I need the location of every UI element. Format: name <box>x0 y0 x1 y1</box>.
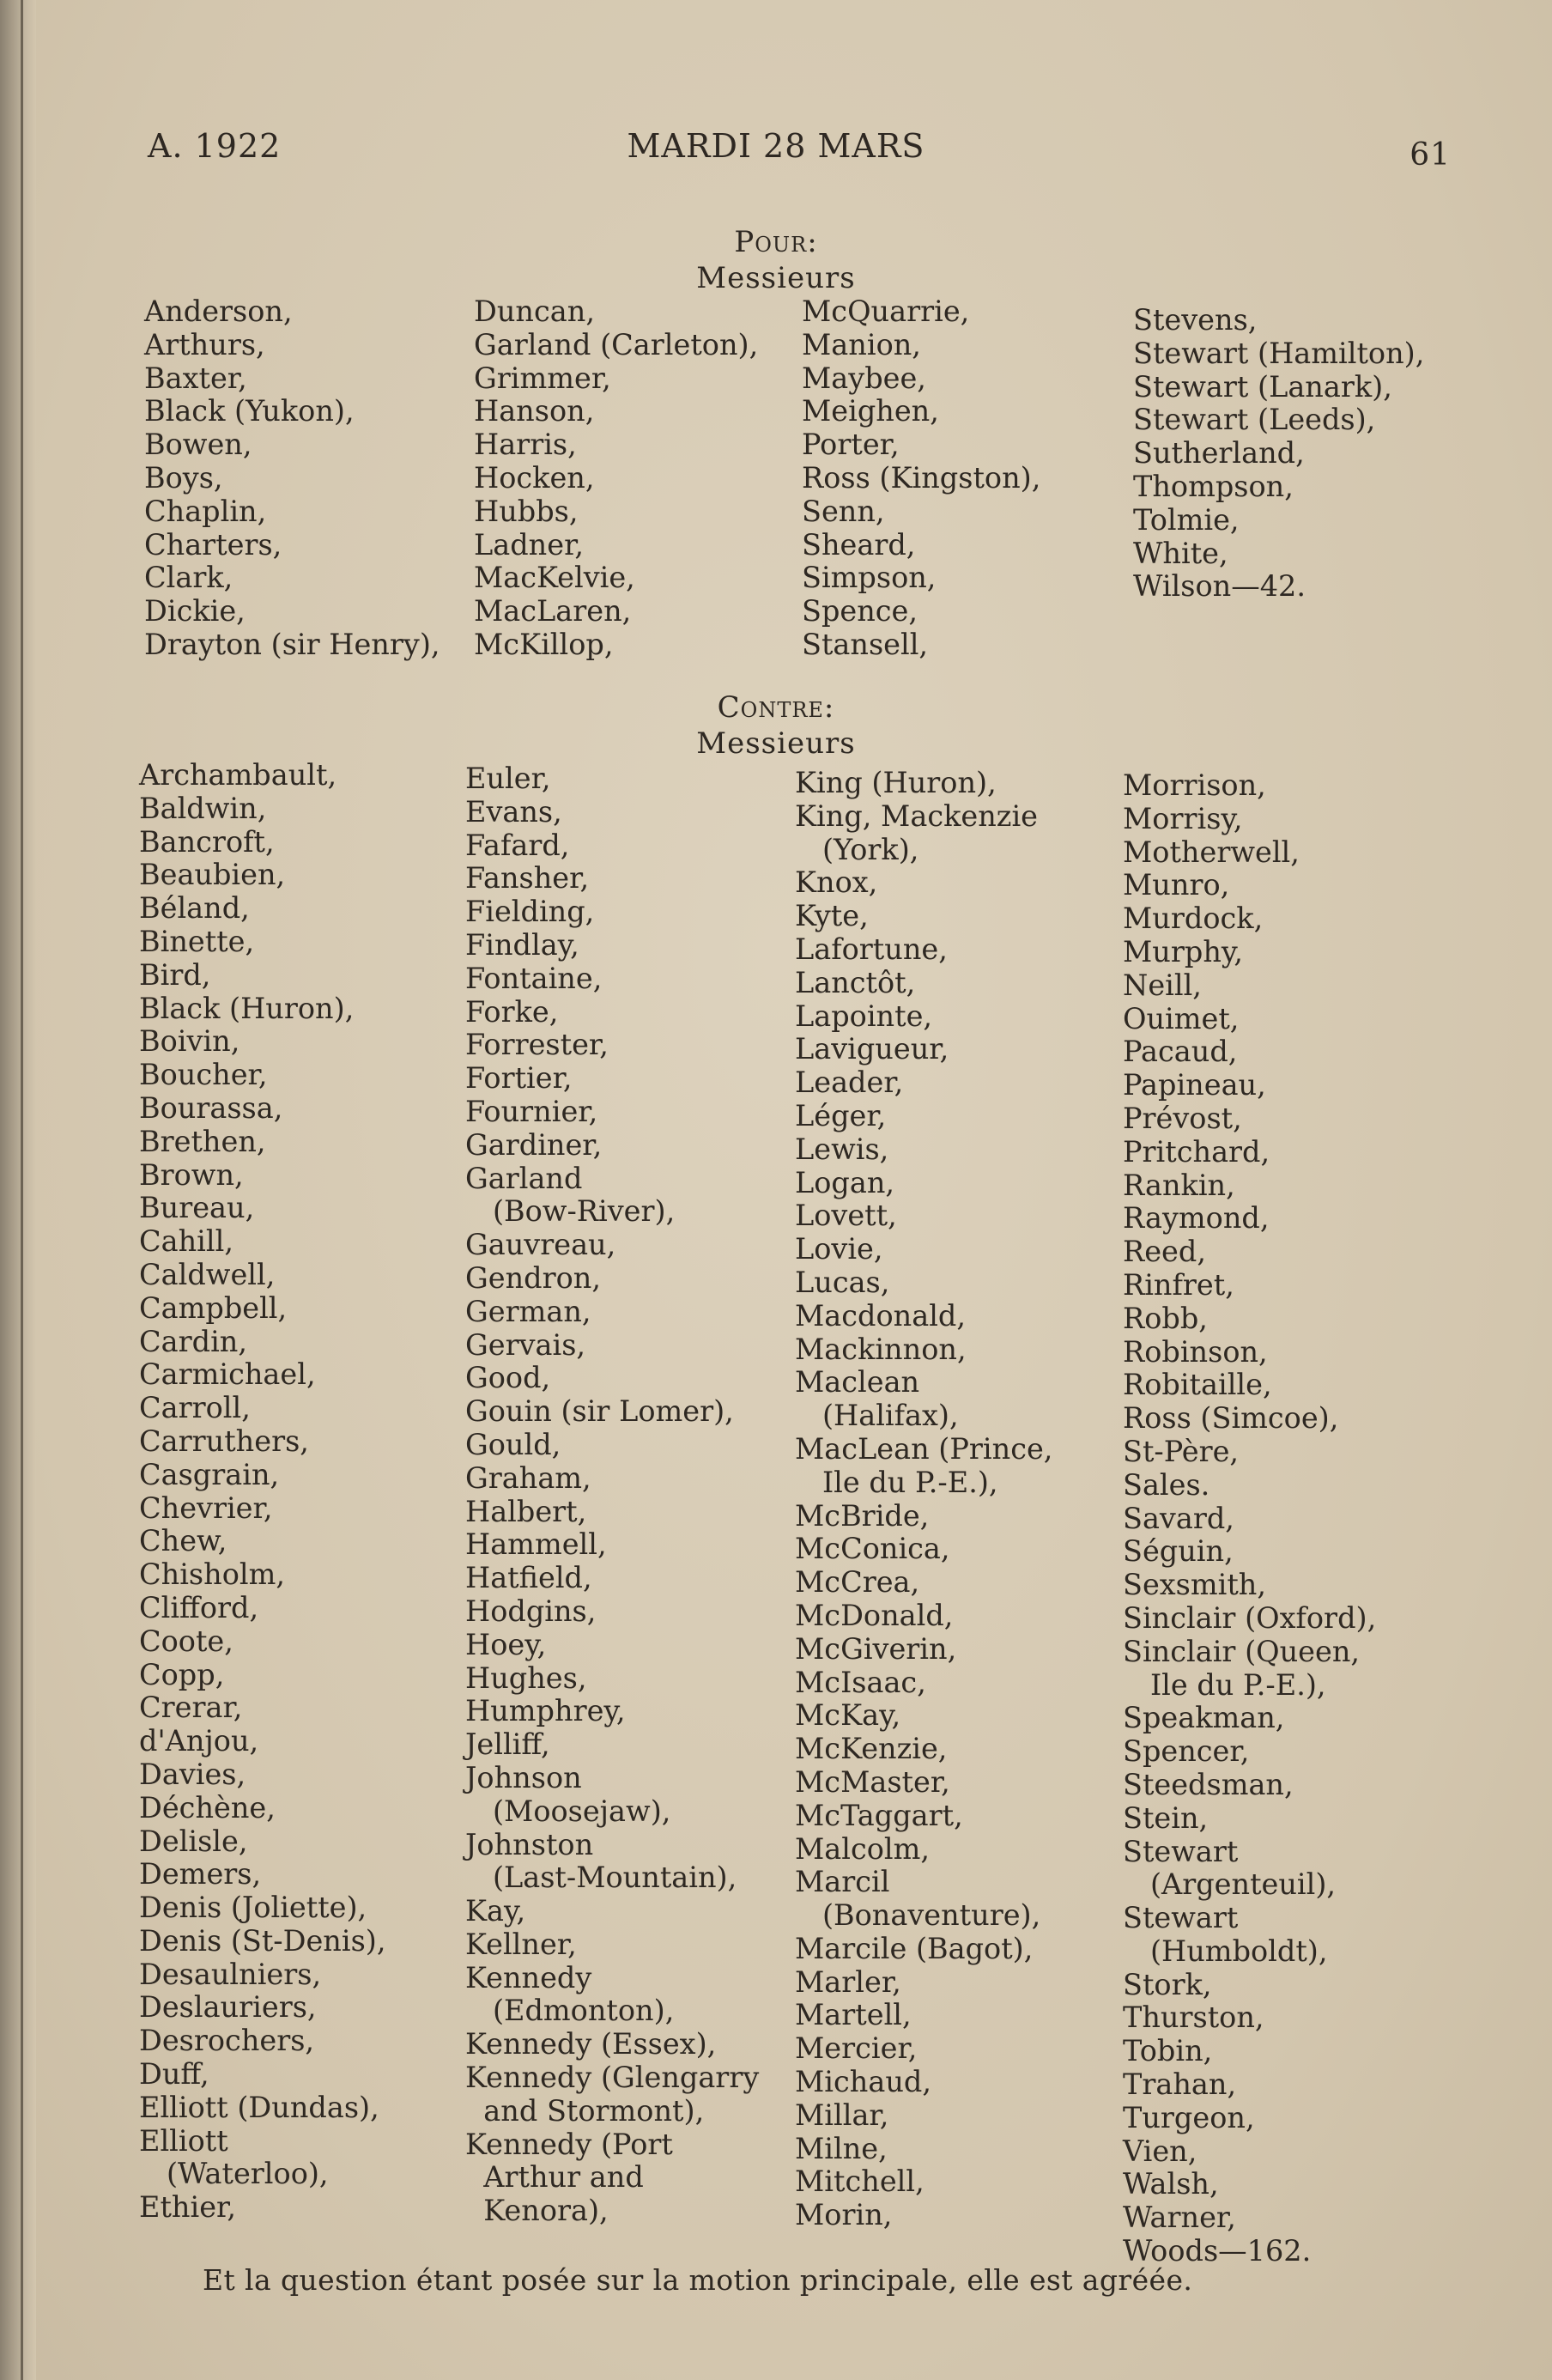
member-name: Baldwin, <box>139 791 267 825</box>
member-name: McKillop, <box>474 627 614 661</box>
member-name: Walsh, <box>1123 2167 1219 2201</box>
member-name: Johnston <box>465 1827 594 1861</box>
member-name: Tolmie, <box>1133 502 1240 537</box>
closing-statement: Et la question étant posée sur la motion principale, elle est agréée. <box>203 2263 1193 2297</box>
member-name: Arthurs, <box>144 327 265 361</box>
member-name: Lapointe, <box>795 999 933 1033</box>
member-name: Prévost, <box>1123 1101 1242 1135</box>
member-name: Lafortune, <box>795 932 948 966</box>
member-name: Black (Huron), <box>139 991 355 1025</box>
member-name: Caldwell, <box>139 1257 276 1291</box>
member-name: Clark, <box>144 561 233 595</box>
member-name: Macdonald, <box>795 1298 967 1333</box>
member-name: McQuarrie, <box>802 294 970 328</box>
pour-messieurs: Messieurs <box>696 261 856 295</box>
pour-column-2 <box>474 295 758 662</box>
member-name: Graham, <box>465 1460 591 1495</box>
member-name: Ross (Kingston), <box>802 460 1041 495</box>
member-name: Casgrain, <box>139 1457 280 1491</box>
member-name: Baxter, <box>144 361 247 395</box>
member-name: Manion, <box>802 327 921 361</box>
member-name: Duncan, <box>474 294 595 328</box>
member-name: Ladner, <box>474 527 585 562</box>
member-name: Forrester, <box>465 1028 609 1062</box>
member-name: Kay, <box>465 1894 526 1928</box>
member-name: Brethen, <box>139 1124 266 1158</box>
member-name: Boucher, <box>139 1058 268 1092</box>
member-name: Kellner, <box>465 1927 577 1961</box>
member-name: Michaud, <box>795 2065 931 2099</box>
member-name: Bowen, <box>144 428 252 462</box>
member-name: Stewart (Hamilton), <box>1133 336 1425 370</box>
binding-rule <box>21 0 23 2380</box>
member-name: Brown, <box>139 1157 244 1192</box>
member-name: Savard, <box>1123 1501 1234 1535</box>
member-name: Lovett, <box>795 1199 897 1233</box>
member-name: Sexsmith, <box>1123 1568 1267 1602</box>
header-date: MARDI 28 MARS <box>627 127 925 165</box>
member-name: Carruthers, <box>139 1424 309 1458</box>
member-name: Kennedy (Essex), <box>465 2027 717 2061</box>
member-name: Anderson, <box>144 294 293 328</box>
member-name: Ouimet, <box>1123 1001 1240 1035</box>
member-name: Morrisy, <box>1123 801 1243 835</box>
member-name: Mercier, <box>795 2031 918 2066</box>
member-name: (Edmonton), <box>465 1994 675 2028</box>
member-name: Desaulniers, <box>139 1957 322 1991</box>
member-name: Stansell, <box>802 627 929 661</box>
member-name: Marcile (Bagot), <box>795 1931 1034 1965</box>
member-name: Neill, <box>1123 968 1202 1002</box>
member-name: Bird, <box>139 957 211 992</box>
member-name: Kyte, <box>795 899 869 933</box>
member-name: (Moosejaw), <box>465 1794 671 1828</box>
member-name: Davies, <box>139 1757 246 1791</box>
member-name: Elliott (Dundas), <box>139 2090 379 2124</box>
member-name: Porter, <box>802 428 900 462</box>
member-name: Beaubien, <box>139 858 286 892</box>
member-name: McDonald, <box>795 1598 954 1632</box>
member-name: Fielding, <box>465 895 595 929</box>
member-name: Stork, <box>1123 1967 1212 2001</box>
member-name: Humphrey, <box>465 1694 626 1728</box>
member-name: (York), <box>795 832 919 866</box>
member-name: Séguin, <box>1123 1534 1234 1569</box>
contre-column-3 <box>795 767 1052 2232</box>
member-name: Stewart (Lanark), <box>1133 369 1392 404</box>
pour-column-1 <box>144 295 440 662</box>
contre-messieurs: Messieurs <box>696 726 856 761</box>
member-name: White, <box>1133 536 1228 570</box>
member-name: Stevens, <box>1133 303 1258 337</box>
member-name: Crerar, <box>139 1691 243 1725</box>
member-name: McKay, <box>795 1698 901 1733</box>
member-name: (Argenteuil), <box>1123 1867 1337 1902</box>
member-name: Bourassa, <box>139 1090 283 1125</box>
member-name: d'Anjou, <box>139 1724 259 1758</box>
member-name: Hubbs, <box>474 494 579 528</box>
member-name: Cahill, <box>139 1224 233 1259</box>
member-name: Lovie, <box>795 1232 883 1266</box>
member-name: (Waterloo), <box>139 2157 329 2191</box>
member-name: Sheard, <box>802 527 916 562</box>
member-name: and Stormont), <box>465 2093 705 2128</box>
member-name: Evans, <box>465 794 562 829</box>
member-name: Malcolm, <box>795 1831 931 1866</box>
member-name: McBride, <box>795 1498 930 1533</box>
member-name: Chisholm, <box>139 1557 285 1592</box>
member-name: Hodgins, <box>465 1594 597 1628</box>
member-name: Pritchard, <box>1123 1134 1270 1169</box>
member-name: Sinclair (Queen, <box>1123 1634 1361 1668</box>
member-name: Binette, <box>139 924 255 958</box>
member-name: Leader, <box>795 1066 904 1100</box>
member-name: Arthur and <box>465 2160 644 2195</box>
member-name: (Bonaventure), <box>795 1898 1041 1933</box>
member-name: Gardiner, <box>465 1127 603 1162</box>
member-name: Sutherland, <box>1133 436 1305 471</box>
member-name: Steedsman, <box>1123 1767 1294 1801</box>
member-name: Stein, <box>1123 1800 1209 1835</box>
member-name: Maybee, <box>802 361 926 395</box>
member-name: Kenora), <box>465 2194 609 2228</box>
pour-title: Pour: <box>734 225 818 259</box>
member-name: Morrison, <box>1123 768 1266 802</box>
member-name: Warner, <box>1123 2201 1236 2235</box>
member-name: Maclean <box>795 1365 920 1399</box>
member-name: Speakman, <box>1123 1701 1285 1735</box>
page-number: 61 <box>1410 137 1451 173</box>
member-name: MacLaren, <box>474 594 632 628</box>
member-name: Hughes, <box>465 1661 587 1695</box>
member-name: Kennedy (Glengarry <box>465 2061 760 2095</box>
member-name: McIsaac, <box>795 1665 926 1699</box>
member-name: Morin, <box>795 2198 893 2232</box>
member-name: Copp, <box>139 1657 225 1691</box>
member-name: Martell, <box>795 1998 912 2032</box>
member-name: Fontaine, <box>465 961 603 995</box>
member-name: Chevrier, <box>139 1491 273 1525</box>
member-name: Lanctôt, <box>795 965 916 999</box>
member-name: Munro, <box>1123 868 1230 902</box>
member-name: Denis (Joliette), <box>139 1891 367 1925</box>
member-name: Papineau, <box>1123 1068 1266 1102</box>
member-name: Stewart (Leeds), <box>1133 403 1376 437</box>
member-name: Hocken, <box>474 460 595 495</box>
contre-column-1 <box>139 759 386 2225</box>
member-name: Murphy, <box>1123 934 1244 968</box>
member-name: Duff, <box>139 2057 209 2092</box>
member-name: St-Père, <box>1123 1434 1240 1468</box>
member-name: Spence, <box>802 594 918 628</box>
member-name: Meighen, <box>802 394 939 428</box>
member-name: Fafard, <box>465 828 570 862</box>
member-name: Grimmer, <box>474 361 611 395</box>
member-name: Tobin, <box>1123 2034 1213 2068</box>
member-name: Hoey, <box>465 1627 547 1661</box>
member-name: Demers, <box>139 1857 262 1891</box>
member-name: McCrea, <box>795 1565 920 1600</box>
member-name: Findlay, <box>465 927 579 962</box>
member-name: Gendron, <box>465 1260 602 1295</box>
member-name: Halbert, <box>465 1494 587 1528</box>
member-name: Ross (Simcoe), <box>1123 1401 1339 1436</box>
member-name: McGiverin, <box>795 1631 957 1666</box>
member-name: Harris, <box>474 428 577 462</box>
member-name: Fortier, <box>465 1061 573 1096</box>
contre-column-2 <box>465 762 759 2228</box>
contre-column-4 <box>1123 769 1376 2268</box>
member-name: Denis (St-Denis), <box>139 1923 386 1958</box>
member-name: Motherwell, <box>1123 835 1300 869</box>
contre-title: Contre: <box>717 690 835 725</box>
member-name: Sinclair (Oxford), <box>1123 1600 1377 1635</box>
member-name: Stewart <box>1123 1901 1239 1935</box>
member-name: Hanson, <box>474 394 595 428</box>
member-name: Thurston, <box>1123 2001 1264 2035</box>
member-name: Robinson, <box>1123 1334 1268 1369</box>
member-name: Carmichael, <box>139 1357 316 1392</box>
member-name: Ile du P.-E.), <box>795 1465 998 1499</box>
member-name: Milne, <box>795 2131 888 2165</box>
member-name: Hatfield, <box>465 1561 592 1595</box>
member-name: MacKelvie, <box>474 561 635 595</box>
member-name: Lucas, <box>795 1265 890 1299</box>
member-name: Raymond, <box>1123 1201 1270 1236</box>
member-name: Rankin, <box>1123 1168 1235 1202</box>
member-name: Garland (Carleton), <box>474 327 759 361</box>
member-name: McMaster, <box>795 1764 950 1799</box>
member-name: Drayton (sir Henry), <box>144 627 440 661</box>
member-name: Bureau, <box>139 1191 255 1225</box>
member-name: Senn, <box>802 494 885 528</box>
member-name: Gervais, <box>465 1327 586 1362</box>
member-name: Campbell, <box>139 1290 288 1325</box>
member-name: Kennedy (Port <box>465 2127 673 2161</box>
member-name: McTaggart, <box>795 1798 963 1832</box>
member-name: Spencer, <box>1123 1734 1250 1769</box>
member-name: Murdock, <box>1123 902 1264 936</box>
member-name: Millar, <box>795 2098 889 2132</box>
member-name: Reed, <box>1123 1235 1206 1269</box>
member-name: German, <box>465 1294 591 1328</box>
member-name: Black (Yukon), <box>144 394 355 428</box>
member-name: Mackinnon, <box>795 1332 967 1366</box>
member-name: Boys, <box>144 460 223 495</box>
member-name: Rinfret, <box>1123 1267 1234 1302</box>
member-name: Gould, <box>465 1427 561 1461</box>
member-name: Lewis, <box>795 1132 889 1166</box>
member-name: Gauvreau, <box>465 1228 616 1262</box>
member-name: Turgeon, <box>1123 2100 1255 2134</box>
member-name: Simpson, <box>802 561 937 595</box>
member-name: Logan, <box>795 1165 895 1199</box>
member-name: Delisle, <box>139 1824 248 1858</box>
member-name: Forke, <box>465 994 559 1029</box>
member-name: Clifford, <box>139 1590 259 1624</box>
pour-column-3 <box>802 295 1040 662</box>
member-name: Marler, <box>795 1964 901 1999</box>
member-name: McConica, <box>795 1532 950 1566</box>
member-name: Kennedy <box>465 1960 592 1994</box>
member-name: Boivin, <box>139 1024 240 1059</box>
book-binding-edge <box>0 0 36 2380</box>
member-name: (Bow-River), <box>465 1194 676 1229</box>
member-name: Ethier, <box>139 2190 237 2225</box>
member-name: Chaplin, <box>144 494 267 528</box>
member-name: Pacaud, <box>1123 1035 1238 1069</box>
member-name: Johnson <box>465 1760 582 1794</box>
member-name: King, Mackenzie <box>795 798 1038 833</box>
member-name: McKenzie, <box>795 1732 948 1766</box>
member-name: Good, <box>465 1361 551 1395</box>
member-name: Carroll, <box>139 1391 251 1425</box>
member-name: Charters, <box>144 527 282 562</box>
member-name: Thompson, <box>1133 469 1294 503</box>
member-name: Trahan, <box>1123 2067 1237 2102</box>
member-name: (Last-Mountain), <box>465 1861 737 1895</box>
member-name: Ile du P.-E.), <box>1123 1667 1326 1702</box>
member-name: Chew, <box>139 1524 227 1558</box>
member-name: Archambault, <box>139 758 337 792</box>
member-name: Elliott <box>139 2123 228 2158</box>
member-name: Déchène, <box>139 1790 276 1824</box>
member-name: Fansher, <box>465 861 590 896</box>
member-name: Léger, <box>795 1098 887 1132</box>
pour-column-4 <box>1133 304 1424 604</box>
member-name: Béland, <box>139 891 250 926</box>
member-name: Bancroft, <box>139 824 275 859</box>
member-name: King (Huron), <box>795 766 997 799</box>
member-name: Garland <box>465 1161 583 1195</box>
member-name: Lavigueur, <box>795 1032 949 1066</box>
member-name: Wilson—42. <box>1133 569 1306 604</box>
member-name: Jelliff, <box>465 1727 550 1762</box>
member-name: Euler, <box>465 762 551 795</box>
member-name: Sales. <box>1123 1467 1210 1502</box>
member-name: Hammell, <box>465 1527 607 1562</box>
member-name: Coote, <box>139 1624 233 1658</box>
pour-heading <box>0 225 1552 259</box>
member-name: Woods—162. <box>1123 2234 1312 2268</box>
member-name: Desrochers, <box>139 2024 315 2058</box>
member-name: (Halifax), <box>795 1399 959 1433</box>
member-name: Stewart <box>1123 1834 1239 1868</box>
member-name: Marcil <box>795 1865 890 1899</box>
member-name: Gouin (sir Lomer), <box>465 1394 734 1429</box>
member-name: MacLean (Prince, <box>795 1431 1053 1466</box>
member-name: (Humboldt), <box>1123 1934 1328 1968</box>
member-name: Dickie, <box>144 594 246 628</box>
member-name: Knox, <box>795 865 878 900</box>
header-year: A. 1922 <box>148 127 282 165</box>
member-name: Robb, <box>1123 1301 1208 1335</box>
member-name: Mitchell, <box>795 2164 925 2199</box>
member-name: Robitaille, <box>1123 1368 1272 1402</box>
member-name: Cardin, <box>139 1324 248 1358</box>
member-name: Deslauriers, <box>139 1990 317 2025</box>
member-name: Fournier, <box>465 1094 598 1128</box>
member-name: Vien, <box>1123 2134 1197 2168</box>
contre-heading <box>0 690 1552 725</box>
